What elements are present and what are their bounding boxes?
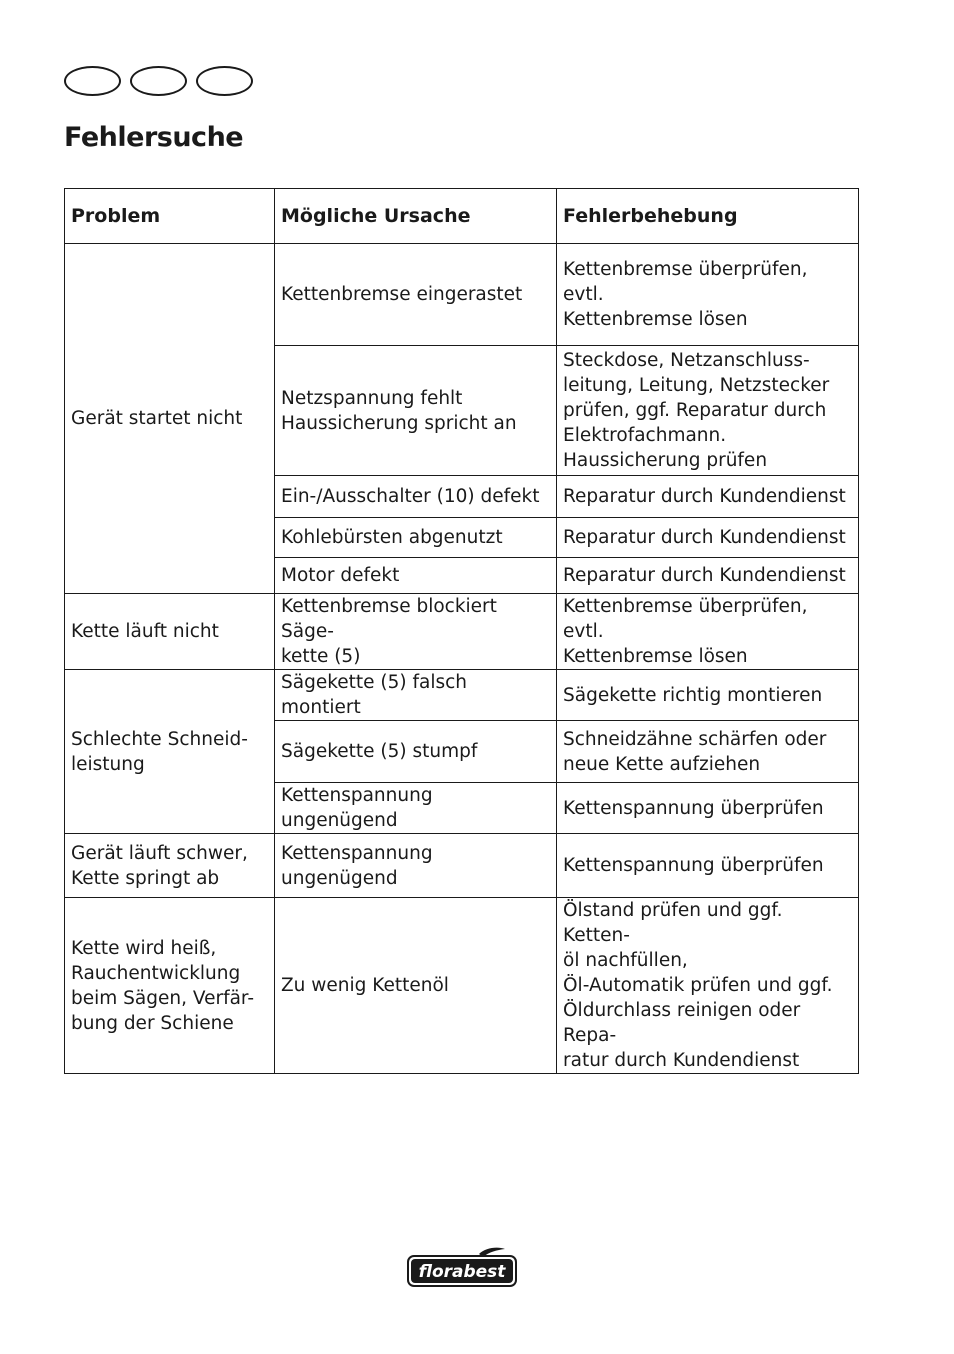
header-fix: Fehlerbehebung	[557, 189, 859, 244]
fix-cell: Schneidzähne schärfen oder neue Kette aufziehen	[557, 721, 859, 783]
table-row	[65, 898, 859, 1074]
language-oval	[64, 66, 121, 96]
problem-cell: Kette läuft nicht	[65, 594, 275, 670]
fix-cell: Steckdose, Netzanschluss- leitung, Leitung, Netzstecker prüfen, ggf. Reparatur durch Elektrofachmann. Haussicherung prüfen	[557, 346, 859, 476]
fix-cell: Kettenspannung überprüfen	[557, 783, 859, 834]
problem-cell: Gerät startet nicht	[65, 244, 275, 594]
cause-cell: Zu wenig Kettenöl	[275, 898, 557, 1074]
troubleshooting-table	[64, 188, 859, 1074]
cause-cell: Sägekette (5) falsch montiert	[275, 670, 557, 721]
table-row	[65, 834, 859, 898]
cause-cell: Kettenbremse blockiert Säge- kette (5)	[275, 594, 557, 670]
fix-cell: Kettenbremse überprüfen, evtl. Kettenbremse lösen	[557, 244, 859, 346]
problem-cell: Schlechte Schneid- leistung	[65, 670, 275, 834]
logo-text: florabest	[418, 1262, 506, 1282]
table-row	[65, 244, 859, 346]
cause-cell: Netzspannung fehlt Haussicherung spricht an	[275, 346, 557, 476]
fix-cell: Ölstand prüfen und ggf. Ketten- öl nachfüllen, Öl-Automatik prüfen und ggf. Öldurchlass reinigen oder Repa- ratur durch Kundendienst	[557, 898, 859, 1074]
florabest-logo	[405, 1246, 519, 1288]
fix-cell: Kettenspannung überprüfen	[557, 834, 859, 898]
fix-cell: Reparatur durch Kundendienst	[557, 518, 859, 558]
cause-cell: Ein-/Ausschalter (10) defekt	[275, 476, 557, 518]
fix-cell: Sägekette richtig montieren	[557, 670, 859, 721]
header-cause: Mögliche Ursache	[275, 189, 557, 244]
table-body	[65, 244, 859, 1074]
table-row	[65, 670, 859, 721]
problem-cell: Gerät läuft schwer, Kette springt ab	[65, 834, 275, 898]
cause-cell: Kettenbremse eingerastet	[275, 244, 557, 346]
cause-cell: Kohlebürsten abgenutzt	[275, 518, 557, 558]
header-problem: Problem	[65, 189, 275, 244]
language-oval	[196, 66, 253, 96]
cause-cell: Motor defekt	[275, 558, 557, 594]
table-row	[65, 594, 859, 670]
problem-cell: Kette wird heiß, Rauchentwicklung beim Sägen, Verfär- bung der Schiene	[65, 898, 275, 1074]
fix-cell: Reparatur durch Kundendienst	[557, 558, 859, 594]
fix-cell: Reparatur durch Kundendienst	[557, 476, 859, 518]
cause-cell: Sägekette (5) stumpf	[275, 721, 557, 783]
page-title: Fehlersuche	[64, 122, 244, 153]
language-oval	[130, 66, 187, 96]
table-header-row	[65, 189, 859, 244]
fix-cell: Kettenbremse überprüfen, evtl. Kettenbremse lösen	[557, 594, 859, 670]
cause-cell: Kettenspannung ungenügend	[275, 783, 557, 834]
cause-cell: Kettenspannung ungenügend	[275, 834, 557, 898]
